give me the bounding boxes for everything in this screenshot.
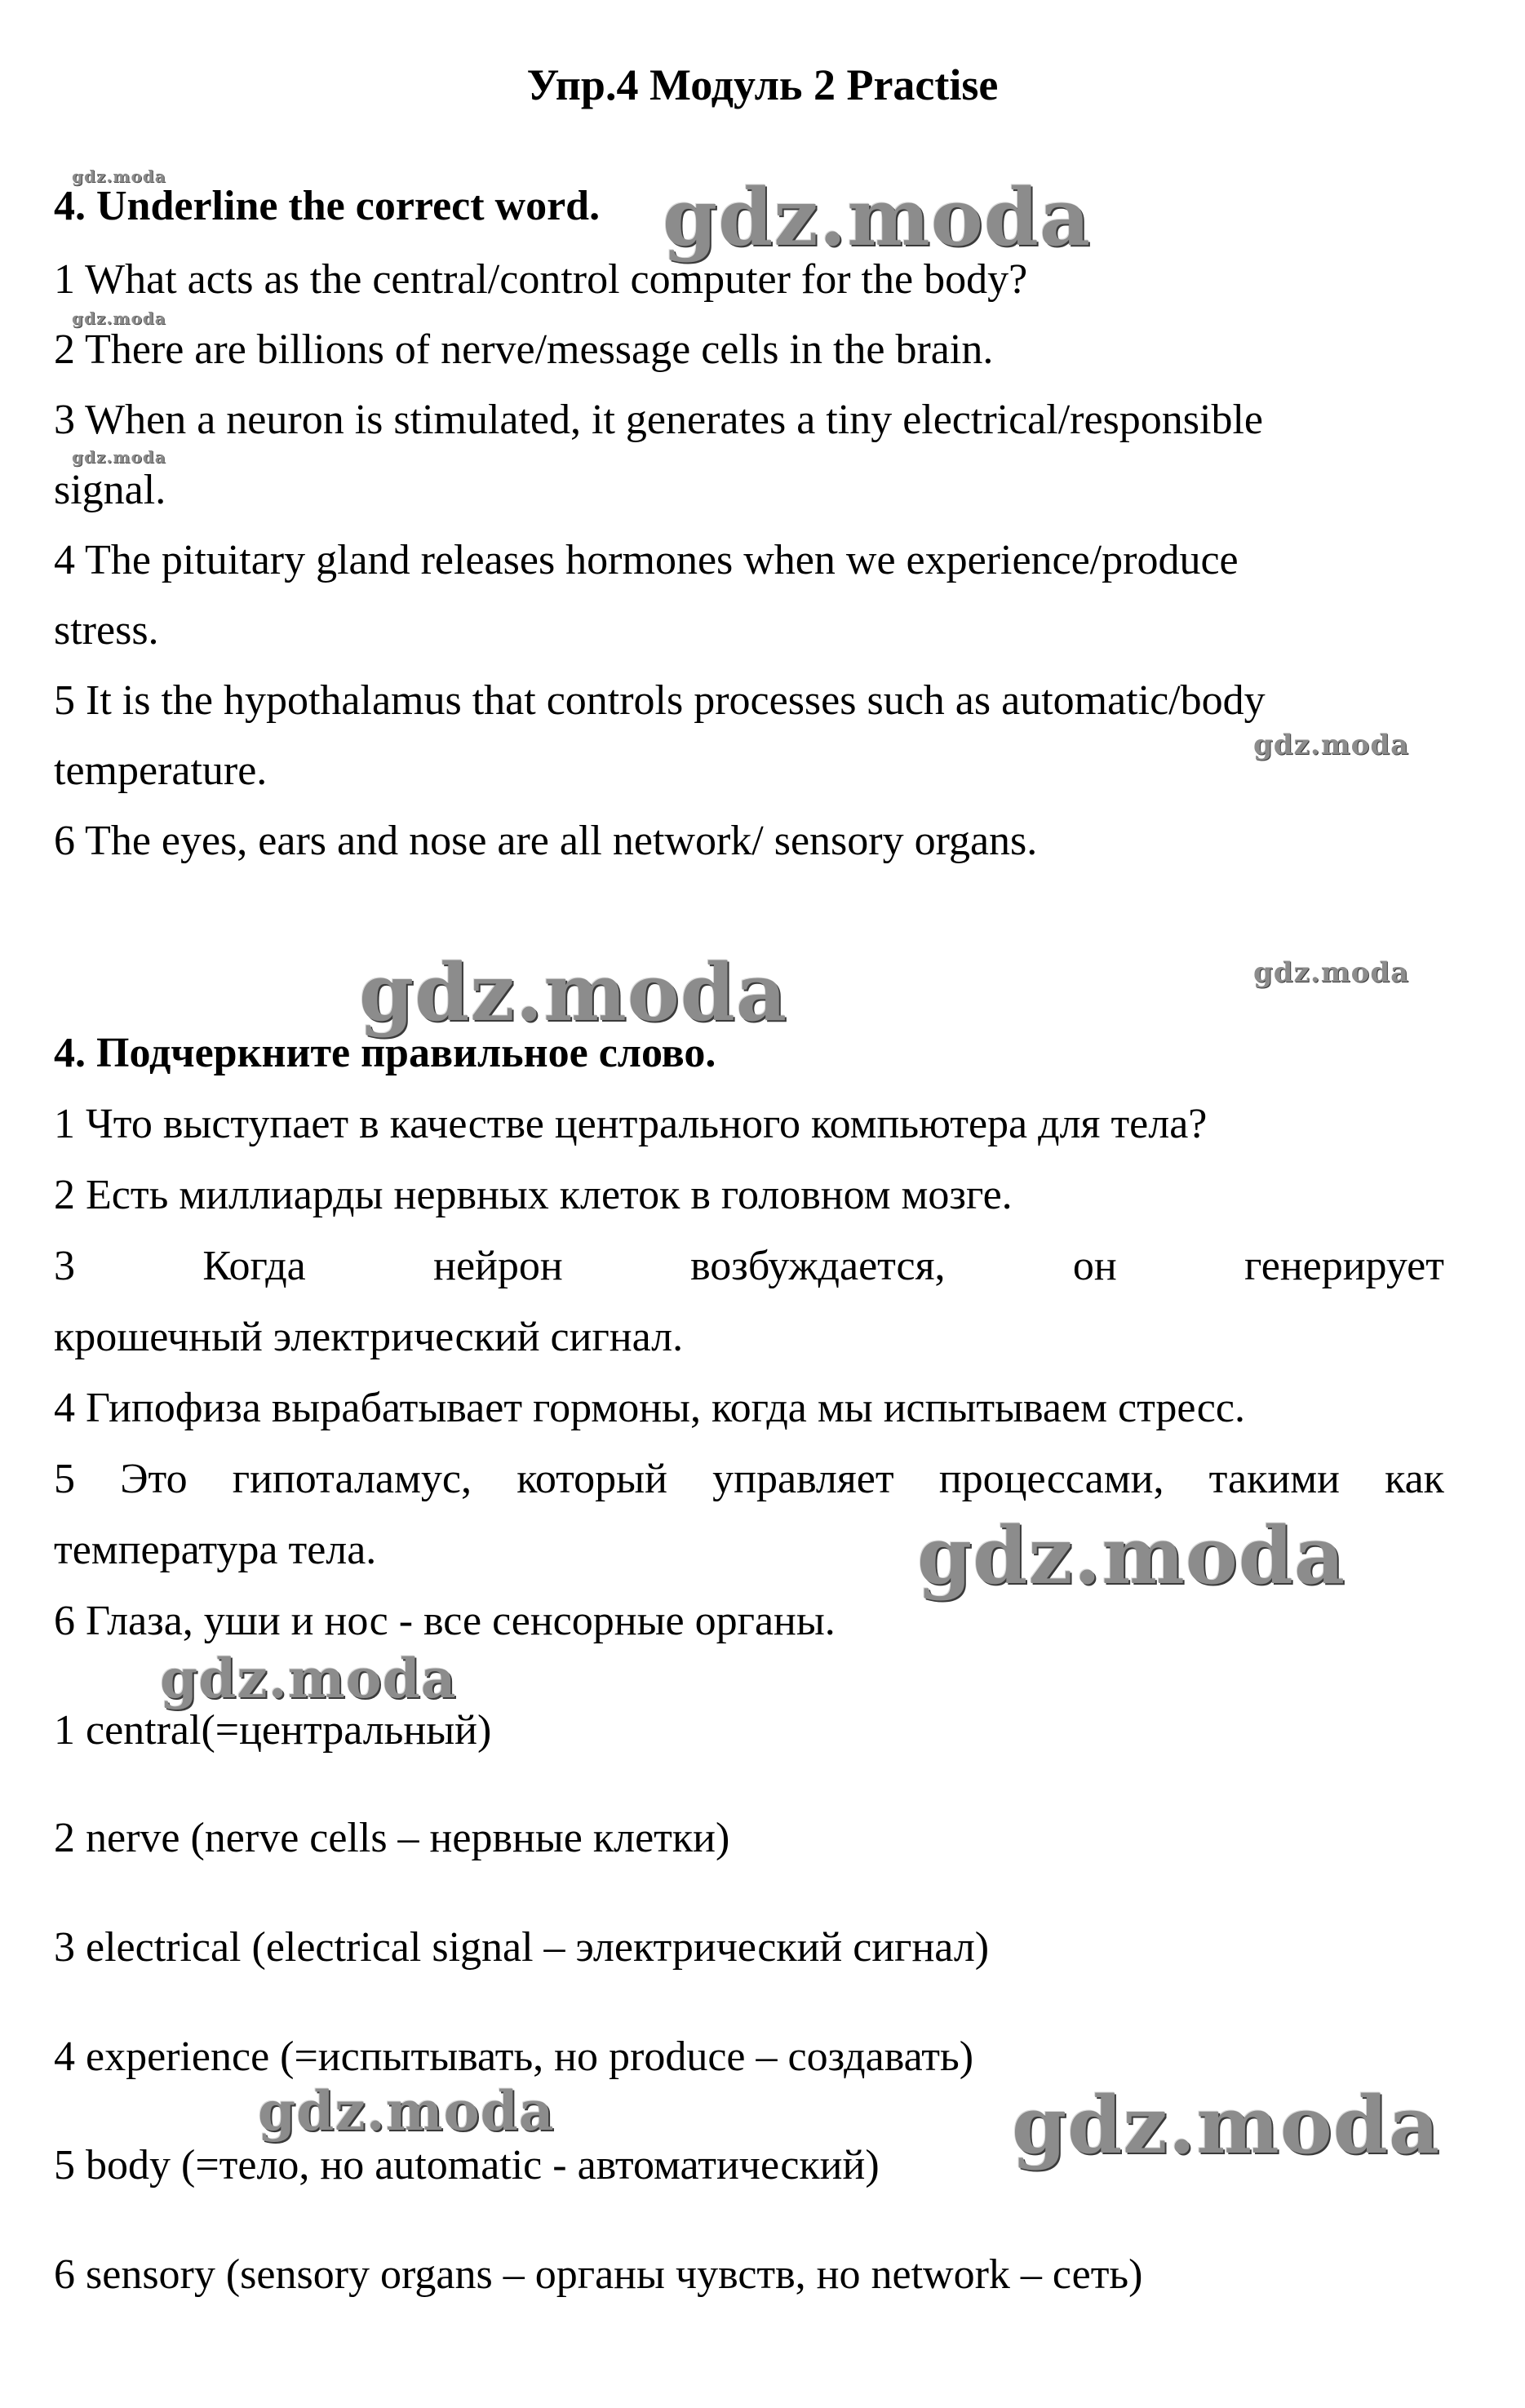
- watermark: gdz.moda: [1012, 2079, 1441, 2171]
- russian-item-5-word: который: [516, 1456, 667, 1502]
- russian-heading: 4. Подчеркните правильное слово.: [54, 1030, 716, 1076]
- watermark: gdz.moda: [1253, 956, 1410, 989]
- russian-item-3-word: нейрон: [433, 1243, 563, 1289]
- answer-1: 1 central(=центральный): [54, 1707, 492, 1754]
- russian-item-3-word: генерирует: [1244, 1243, 1444, 1289]
- russian-item-6: 6 Глаза, уши и нос - все сенсорные органы.: [54, 1598, 836, 1644]
- russian-item-3-word: он: [1072, 1243, 1117, 1289]
- russian-item-3-word: возбуждается,: [690, 1243, 946, 1289]
- russian-item-5-word: процессами,: [938, 1456, 1164, 1502]
- english-item-3-cont: signal.: [54, 467, 166, 513]
- english-item-5-cont: temperature.: [54, 747, 268, 794]
- russian-item-3-cont: крошечный электрический сигнал.: [54, 1314, 684, 1360]
- watermark: gdz.moda: [1253, 729, 1410, 761]
- russian-item-3-word: 3: [54, 1243, 75, 1289]
- english-item-5: 5 It is the hypothalamus that controls processes such as automatic/body: [54, 677, 1266, 724]
- english-item-3: 3 When a neuron is stimulated, it generates a tiny electrical/responsible: [54, 397, 1263, 443]
- english-item-1: 1 What acts as the central/control computer for the body?: [54, 256, 1028, 303]
- watermark: gdz.moda: [160, 1647, 457, 1710]
- answer-5: 5 body (=тело, но automatic - автоматический): [54, 2142, 880, 2188]
- english-item-2: 2 There are billions of nerve/message cells in the brain.: [54, 326, 994, 373]
- watermark: gdz.moda: [258, 2079, 555, 2143]
- russian-item-5-word: Это: [120, 1456, 188, 1502]
- russian-item-5-word: такими: [1208, 1456, 1340, 1502]
- english-item-4: 4 The pituitary gland releases hormones when we experience/produce: [54, 537, 1239, 583]
- russian-item-5-word: гипоталамус,: [232, 1456, 472, 1502]
- russian-item-3-word: Когда: [202, 1243, 306, 1289]
- watermark: gdz.moda: [72, 308, 166, 328]
- answer-2: 2 nerve (nerve cells – нервные клетки): [54, 1815, 730, 1861]
- russian-item-5: [54, 1454, 1444, 1505]
- watermark: gdz.moda: [663, 171, 1092, 264]
- russian-item-2: 2 Есть миллиарды нервных клеток в головном мозге.: [54, 1172, 1013, 1218]
- english-item-6: 6 The eyes, ears and nose are all network/ sensory organs.: [54, 818, 1038, 864]
- english-heading: 4. Underline the correct word.: [54, 183, 601, 229]
- russian-item-5-cont: температура тела.: [54, 1527, 377, 1573]
- watermark: gdz.moda: [72, 447, 166, 467]
- watermark: gdz.moda: [72, 166, 166, 186]
- russian-item-5-word: управляет: [712, 1456, 894, 1502]
- answer-4: 4 experience (=испытывать, но produce – создавать): [54, 2033, 974, 2080]
- answer-6: 6 sensory (sensory organs – органы чувств, но network – сеть): [54, 2251, 1143, 2298]
- english-item-4-cont: stress.: [54, 607, 159, 654]
- russian-item-5-word: как: [1385, 1456, 1444, 1502]
- answer-3: 3 electrical (electrical signal – электрический сигнал): [54, 1924, 990, 1971]
- watermark: gdz.moda: [359, 947, 788, 1039]
- russian-item-1: 1 Что выступает в качестве центрального компьютера для тела?: [54, 1101, 1208, 1147]
- page-title: Упр.4 Модуль 2 Practise: [526, 60, 999, 109]
- russian-item-5-word: 5: [54, 1456, 75, 1502]
- watermark: gdz.moda: [917, 1510, 1346, 1602]
- russian-item-4: 4 Гипофиза вырабатывает гормоны, когда мы испытываем стресс.: [54, 1385, 1245, 1431]
- russian-item-3: [54, 1241, 1444, 1292]
